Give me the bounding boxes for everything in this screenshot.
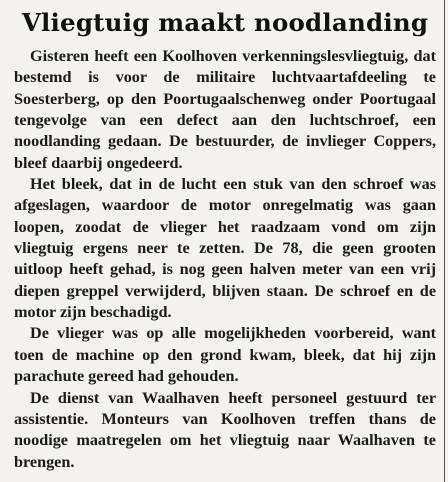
article-headline: Vliegtuig maakt noodlanding xyxy=(21,8,429,37)
article-paragraph-4: De dienst van Waalhaven heeft personeel gestuurd ter assistentie. Monteurs van Koolhoven treffen thans de noodige maatregelen om het vliegtuig naar Waalhaven te brengen. xyxy=(14,388,436,471)
article-paragraph-2: Het bleek, dat in de lucht een stuk van den schroef was afgeslagen, waardoor de motor onregelmatig was gaan loopen, zoodat de vlieger het raadzaam vond om zijn vliegtuig ergens neer te zetten. De 78, die geen grooten uitloop heeft gehad, is nog geen halven meter van een vrij diepen greppel verwijderd, blijven staan. De schroef en de motor zijn beschadigd. xyxy=(14,175,436,322)
article-paragraph-3: De vlieger was op alle mogelijkheden voorbereid, want toen de machine op den grond kwam, bleek, dat hij zijn parachute gereed had gehouden. xyxy=(14,324,436,386)
article-paragraph-1: Gisteren heeft een Koolhoven verkenningslesvliegtuig, dat bestemd is voor de militaire luchtvaartafdeeling te Soesterberg, op den Poortugaalschenweg onder Poortugaal tengevolge van een defect aan den luchtschroef, een noodlanding gedaan. De bestuurder, de invlieger Coppers, bleef daarbij ongedeerd. xyxy=(14,47,436,172)
article-body xyxy=(14,46,436,473)
column-rule xyxy=(444,0,445,482)
